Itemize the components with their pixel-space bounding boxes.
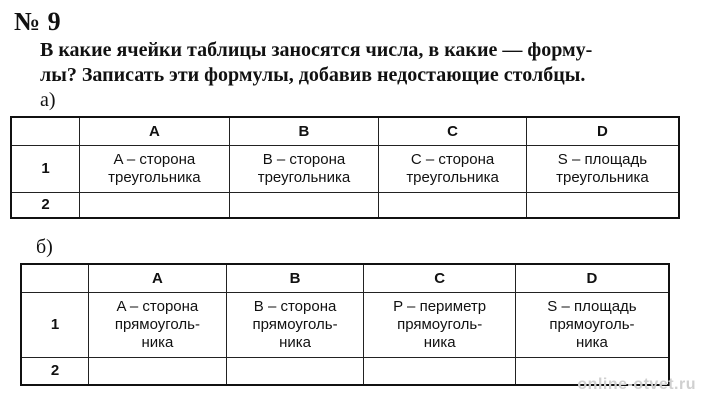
table-row xyxy=(21,293,669,358)
part-a-label: а) xyxy=(40,89,56,111)
table-header-row xyxy=(21,264,669,293)
cell-text-line: прямоуголь- xyxy=(252,316,338,333)
cell-text-line: B – сторона xyxy=(262,151,346,168)
table-row xyxy=(11,193,679,219)
cell-b2 xyxy=(229,193,379,219)
part-b-label: б) xyxy=(36,236,53,258)
table-row xyxy=(11,146,679,193)
task-number: № 9 xyxy=(14,7,62,36)
cell-a2 xyxy=(89,358,227,386)
column-header-c: C xyxy=(364,264,516,293)
row-header-2: 2 xyxy=(11,193,80,219)
cell-text-line: треугольника xyxy=(257,169,351,186)
cell-text-line: треугольника xyxy=(406,169,499,186)
cell-text-line: прямоуголь- xyxy=(397,316,483,333)
cell-a2 xyxy=(80,193,230,219)
table-header-row xyxy=(11,117,679,146)
row-header-1: 1 xyxy=(11,146,80,193)
column-header-b: B xyxy=(226,264,364,293)
cell-text-line: S – площадь xyxy=(557,151,648,168)
table-part-b xyxy=(20,263,670,386)
column-header-d: D xyxy=(515,264,669,293)
task-text-line-1: В какие ячейки таблицы заносятся числа, в какие — форму- xyxy=(40,39,593,61)
cell-text-line: ника xyxy=(141,334,174,351)
cell-b1 xyxy=(229,146,379,193)
task-text xyxy=(40,38,690,88)
cell-c1 xyxy=(379,146,527,193)
cell-c2 xyxy=(364,358,516,386)
column-header-d: D xyxy=(526,117,679,146)
row-header-2: 2 xyxy=(21,358,89,386)
cell-b1 xyxy=(226,293,364,358)
cell-d1 xyxy=(515,293,669,358)
column-header-a: A xyxy=(80,117,230,146)
cell-text-line: B – сторона xyxy=(253,298,337,315)
column-header-c: C xyxy=(379,117,527,146)
cell-b2 xyxy=(226,358,364,386)
corner-cell xyxy=(11,117,80,146)
table-part-a xyxy=(10,116,680,219)
cell-text-line: ника xyxy=(423,334,456,351)
cell-text-line: треугольника xyxy=(108,169,201,186)
cell-c1 xyxy=(364,293,516,358)
cell-text-line: ника xyxy=(576,334,608,351)
cell-text-line: P – периметр xyxy=(393,298,487,315)
cell-text-line: прямоуголь- xyxy=(549,316,635,333)
table-row xyxy=(21,358,669,386)
column-header-b: B xyxy=(229,117,379,146)
cell-text-line: треугольника xyxy=(556,169,649,186)
task-text-line-2: лы? Записать эти формулы, добавив недостающие столбцы. xyxy=(40,64,586,86)
cell-a1 xyxy=(89,293,227,358)
cell-c2 xyxy=(379,193,527,219)
cell-d2 xyxy=(526,193,679,219)
corner-cell xyxy=(21,264,89,293)
cell-text-line: прямоуголь- xyxy=(114,316,200,333)
row-header-1: 1 xyxy=(21,293,89,358)
watermark: online-otvet.ru xyxy=(577,376,696,393)
cell-a1 xyxy=(80,146,230,193)
cell-text-line: C – сторона xyxy=(410,151,495,168)
cell-text-line: A – сторона xyxy=(116,298,199,315)
cell-text-line: A – сторона xyxy=(113,151,196,168)
cell-text-line: S – площадь xyxy=(547,298,637,315)
cell-d1 xyxy=(526,146,679,193)
column-header-a: A xyxy=(89,264,227,293)
cell-text-line: ника xyxy=(279,334,311,351)
